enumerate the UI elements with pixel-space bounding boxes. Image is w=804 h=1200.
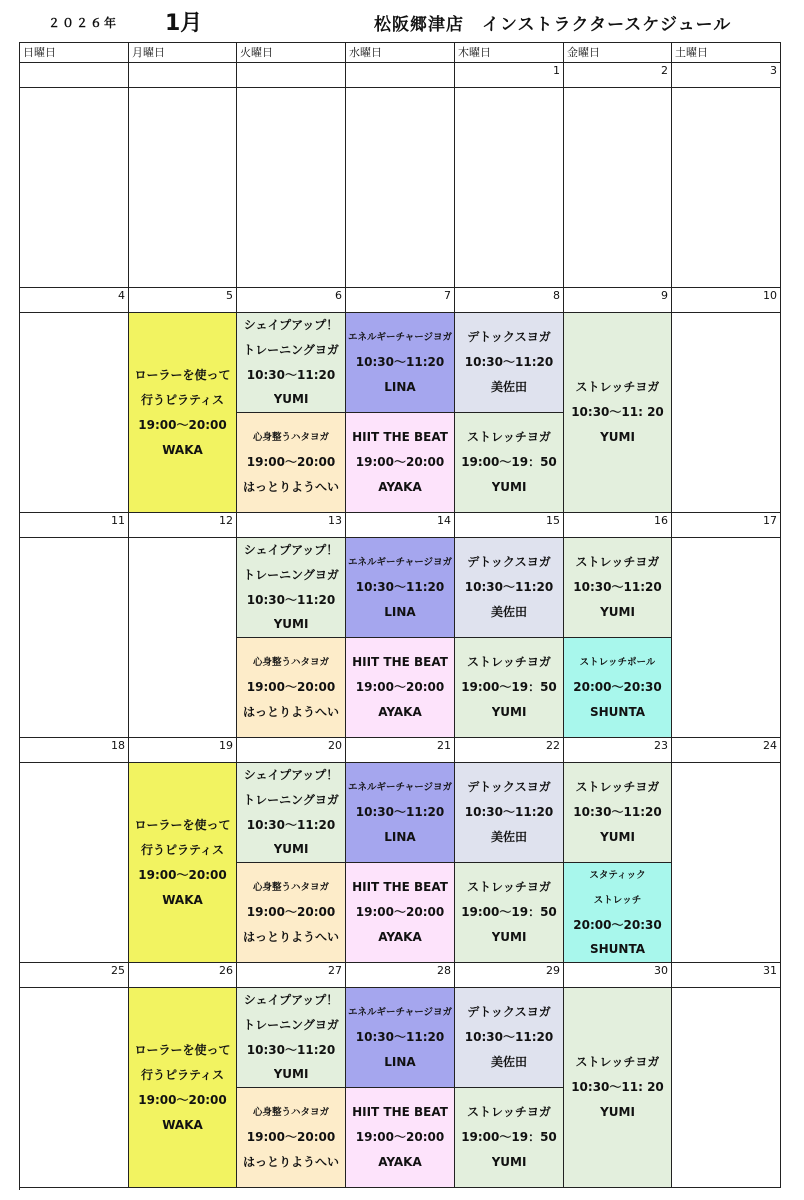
class-info-line: ローラーを使って xyxy=(134,817,231,832)
class-info-line: ストレッチヨガ xyxy=(467,880,551,894)
class-info-line: 心身整うハタヨガ xyxy=(252,1107,329,1118)
class-block xyxy=(346,1088,455,1188)
date-cell xyxy=(20,63,129,88)
class-info-line: YUMI xyxy=(491,930,527,944)
class-info-line: エネルギーチャージヨガ xyxy=(347,332,453,343)
date-cell: 30 xyxy=(564,963,672,988)
class-block xyxy=(346,988,455,1088)
class-info-line: 行うピラティス xyxy=(140,842,225,857)
class-info-line: はっとりようへい xyxy=(242,1155,339,1169)
month-label: 1月 xyxy=(165,11,203,36)
class-info-line: 19:00～19：50 xyxy=(461,1130,557,1144)
date-cell: 6 xyxy=(237,288,346,313)
class-block xyxy=(455,538,564,638)
date-cell: 9 xyxy=(564,288,672,313)
class-info-line: LINA xyxy=(384,1055,416,1069)
class-block xyxy=(455,413,564,513)
day-body-cell xyxy=(455,88,564,288)
year-label: ２０２６年 xyxy=(48,16,119,30)
class-info-line: 10:30～11: 20 xyxy=(571,405,664,419)
date-cell: 10 xyxy=(672,288,781,313)
class-info-line: YUMI xyxy=(600,830,635,844)
class-info-line: ローラーを使って xyxy=(134,1042,231,1057)
class-block xyxy=(237,863,346,963)
class-block xyxy=(455,313,564,413)
day-body-cell xyxy=(672,88,781,288)
class-info-line: WAKA xyxy=(162,442,203,457)
page-header xyxy=(0,0,804,42)
class-info-line: 美佐田 xyxy=(490,1055,527,1069)
class-info-line: 19:00～20:00 xyxy=(138,417,227,432)
class-info-line: ストレッチヨガ xyxy=(467,655,551,669)
class-block xyxy=(564,638,672,738)
class-info-line: ストレッチヨガ xyxy=(467,430,551,444)
class-info-line: WAKA xyxy=(162,1117,203,1132)
weekday-header: 土曜日 xyxy=(672,43,781,63)
class-block xyxy=(129,988,237,1188)
class-info-line: 19:00～20:00 xyxy=(138,867,227,882)
date-cell: 14 xyxy=(346,513,455,538)
class-block xyxy=(346,763,455,863)
class-info-line: 10:30～11:20 xyxy=(246,367,336,382)
class-info-line: 19:00～19：50 xyxy=(461,680,557,694)
class-info-line: トレーニングヨガ xyxy=(243,1017,339,1032)
class-info-line: はっとりようへい xyxy=(242,930,339,944)
class-info-line: 行うピラティス xyxy=(140,1067,225,1082)
date-cell: 16 xyxy=(564,513,672,538)
class-info-line: YUMI xyxy=(491,480,527,494)
class-info-line: LINA xyxy=(384,605,416,619)
weekday-header: 金曜日 xyxy=(564,43,672,63)
class-info-line: はっとりようへい xyxy=(242,705,339,719)
date-cell: 15 xyxy=(455,513,564,538)
date-cell: 18 xyxy=(20,738,129,763)
class-info-line: YUMI xyxy=(491,1155,527,1169)
class-info-line: エネルギーチャージヨガ xyxy=(347,782,453,793)
class-info-line: YUMI xyxy=(273,1067,309,1082)
class-info-line: 20:00～20:30 xyxy=(573,917,662,932)
class-info-line: 10:30～11:20 xyxy=(355,1030,445,1044)
date-cell xyxy=(237,63,346,88)
date-cell: 5 xyxy=(129,288,237,313)
day-body-cell xyxy=(672,988,781,1188)
day-body-cell xyxy=(237,88,346,288)
date-cell: 21 xyxy=(346,738,455,763)
date-cell: 28 xyxy=(346,963,455,988)
class-block xyxy=(129,313,237,513)
class-info-line: 10:30～11: 20 xyxy=(571,1080,664,1094)
class-info-line: シェイプアップ！ xyxy=(243,318,339,332)
day-body-cell xyxy=(672,313,781,513)
class-info-line: LINA xyxy=(384,380,416,394)
class-info-line: HIIT THE BEAT xyxy=(352,1105,448,1119)
class-info-line: ローラーを使って xyxy=(134,367,231,382)
class-info-line: 20:00～20:30 xyxy=(573,680,662,694)
class-info-line: スタティック xyxy=(589,870,646,881)
class-block xyxy=(564,863,672,963)
class-block xyxy=(455,863,564,963)
class-block xyxy=(564,313,672,513)
class-info-line: シェイプアップ！ xyxy=(243,993,339,1007)
date-cell: 7 xyxy=(346,288,455,313)
class-info-line: LINA xyxy=(384,830,416,844)
date-cell: 13 xyxy=(237,513,346,538)
class-info-line: デトックスヨガ xyxy=(467,1005,551,1019)
class-info-line: 19:00～20:00 xyxy=(246,1130,336,1144)
class-block xyxy=(346,863,455,963)
day-body-cell xyxy=(672,538,781,738)
class-info-line: 10:30～11:20 xyxy=(246,592,336,607)
day-body-cell xyxy=(129,538,237,738)
class-block xyxy=(346,538,455,638)
date-cell: 27 xyxy=(237,963,346,988)
calendar-grid xyxy=(19,42,781,1190)
day-body-cell xyxy=(20,88,129,288)
date-cell: 25 xyxy=(20,963,129,988)
date-cell: 1 xyxy=(455,63,564,88)
date-cell: 4 xyxy=(20,288,129,313)
weekday-header: 日曜日 xyxy=(20,43,129,63)
class-info-line: 美佐田 xyxy=(490,380,527,394)
class-block xyxy=(455,1088,564,1188)
class-info-line: ストレッチヨガ xyxy=(575,555,660,569)
weekday-header: 火曜日 xyxy=(237,43,346,63)
class-block xyxy=(237,988,346,1088)
class-info-line: 19:00～20:00 xyxy=(246,680,336,694)
class-block xyxy=(564,538,672,638)
day-body-cell xyxy=(346,88,455,288)
class-info-line: 19:00～20:00 xyxy=(246,905,336,919)
date-cell: 26 xyxy=(129,963,237,988)
class-info-line: SHUNTA xyxy=(589,705,645,719)
class-block xyxy=(455,638,564,738)
class-block xyxy=(237,1088,346,1188)
class-info-line: 心身整うハタヨガ xyxy=(252,657,329,668)
class-block xyxy=(237,313,346,413)
class-block xyxy=(564,763,672,863)
class-info-line: WAKA xyxy=(162,892,203,907)
day-body-cell xyxy=(129,88,237,288)
class-block xyxy=(564,988,672,1188)
day-body-cell xyxy=(20,313,129,513)
weekday-header: 木曜日 xyxy=(455,43,564,63)
date-cell: 29 xyxy=(455,963,564,988)
class-info-line: 10:30～11:20 xyxy=(464,805,554,819)
class-block xyxy=(129,763,237,963)
schedule-title: 松阪郷津店 インストラクタースケジュール xyxy=(374,15,732,35)
class-block xyxy=(237,638,346,738)
date-cell: 17 xyxy=(672,513,781,538)
class-info-line: ストレッチヨガ xyxy=(575,780,660,794)
class-info-line: 19:00～20:00 xyxy=(355,455,445,469)
class-info-line: 19:00～20:00 xyxy=(138,1092,227,1107)
class-info-line: 19:00～20:00 xyxy=(355,905,445,919)
date-cell: 23 xyxy=(564,738,672,763)
class-info-line: YUMI xyxy=(600,605,635,619)
class-info-line: 心身整うハタヨガ xyxy=(252,432,329,443)
class-info-line: 10:30～11:20 xyxy=(355,355,445,369)
date-cell: 20 xyxy=(237,738,346,763)
date-cell: 31 xyxy=(672,963,781,988)
class-info-line: はっとりようへい xyxy=(242,480,339,494)
class-info-line: 19:00～20:00 xyxy=(355,1130,445,1144)
date-cell: 11 xyxy=(20,513,129,538)
class-block xyxy=(237,538,346,638)
class-info-line: HIIT THE BEAT xyxy=(352,655,448,669)
date-cell: 3 xyxy=(672,63,781,88)
class-info-line: トレーニングヨガ xyxy=(243,792,339,807)
class-info-line: トレーニングヨガ xyxy=(243,342,339,357)
class-info-line: 美佐田 xyxy=(490,605,527,619)
class-info-line: YUMI xyxy=(600,1105,635,1119)
class-info-line: 10:30～11:20 xyxy=(464,355,554,369)
class-info-line: 10:30～11:20 xyxy=(464,580,554,594)
day-body-cell xyxy=(672,763,781,963)
class-info-line: AYAKA xyxy=(378,705,422,719)
class-info-line: ストレッチポール xyxy=(579,657,656,668)
class-info-line: シェイプアップ！ xyxy=(243,543,339,557)
class-info-line: ストレッチヨガ xyxy=(575,1055,660,1069)
class-info-line: 10:30～11:20 xyxy=(355,580,445,594)
weekday-header: 水曜日 xyxy=(346,43,455,63)
class-info-line: YUMI xyxy=(600,430,635,444)
class-block xyxy=(237,413,346,513)
class-info-line: ストレッチヨガ xyxy=(575,380,660,394)
class-block xyxy=(237,763,346,863)
weekday-header: 月曜日 xyxy=(129,43,237,63)
date-cell: 22 xyxy=(455,738,564,763)
class-block xyxy=(455,763,564,863)
class-info-line: AYAKA xyxy=(378,930,422,944)
class-info-line: 心身整うハタヨガ xyxy=(252,882,329,893)
date-cell: 2 xyxy=(564,63,672,88)
class-info-line: エネルギーチャージヨガ xyxy=(347,557,453,568)
class-info-line: 10:30～11:20 xyxy=(573,805,662,819)
class-info-line: HIIT THE BEAT xyxy=(352,430,448,444)
day-body-cell xyxy=(20,988,129,1188)
date-cell: 19 xyxy=(129,738,237,763)
class-info-line: ストレッチ xyxy=(593,894,642,906)
class-info-line: 10:30～11:20 xyxy=(246,1042,336,1057)
class-info-line: トレーニングヨガ xyxy=(243,567,339,582)
date-cell xyxy=(346,63,455,88)
class-info-line: HIIT THE BEAT xyxy=(352,880,448,894)
class-info-line: AYAKA xyxy=(378,1155,422,1169)
day-body-cell xyxy=(564,88,672,288)
class-info-line: 19:00～19：50 xyxy=(461,455,557,469)
class-info-line: 行うピラティス xyxy=(140,392,225,407)
class-info-line: エネルギーチャージヨガ xyxy=(347,1007,453,1018)
class-info-line: YUMI xyxy=(273,617,309,632)
class-block xyxy=(346,638,455,738)
class-info-line: シェイプアップ！ xyxy=(243,768,339,782)
day-body-cell xyxy=(20,763,129,963)
class-info-line: 美佐田 xyxy=(490,830,527,844)
class-info-line: デトックスヨガ xyxy=(467,330,551,344)
class-info-line: ストレッチヨガ xyxy=(467,1105,551,1119)
class-block xyxy=(346,413,455,513)
class-info-line: 10:30～11:20 xyxy=(246,817,336,832)
class-info-line: AYAKA xyxy=(378,480,422,494)
class-block xyxy=(455,988,564,1088)
class-info-line: SHUNTA xyxy=(589,942,645,957)
class-info-line: 10:30～11:20 xyxy=(464,1030,554,1044)
date-cell: 8 xyxy=(455,288,564,313)
class-info-line: YUMI xyxy=(491,705,527,719)
class-info-line: デトックスヨガ xyxy=(467,780,551,794)
class-info-line: 10:30～11:20 xyxy=(355,805,445,819)
class-info-line: 19:00～20:00 xyxy=(246,455,336,469)
class-block xyxy=(346,313,455,413)
date-cell: 12 xyxy=(129,513,237,538)
class-info-line: デトックスヨガ xyxy=(467,555,551,569)
class-info-line: 10:30～11:20 xyxy=(573,580,662,594)
class-info-line: 19:00～19：50 xyxy=(461,905,557,919)
date-cell: 24 xyxy=(672,738,781,763)
date-cell xyxy=(129,63,237,88)
class-info-line: YUMI xyxy=(273,842,309,857)
day-body-cell xyxy=(20,538,129,738)
class-info-line: YUMI xyxy=(273,392,309,407)
class-info-line: 19:00～20:00 xyxy=(355,680,445,694)
